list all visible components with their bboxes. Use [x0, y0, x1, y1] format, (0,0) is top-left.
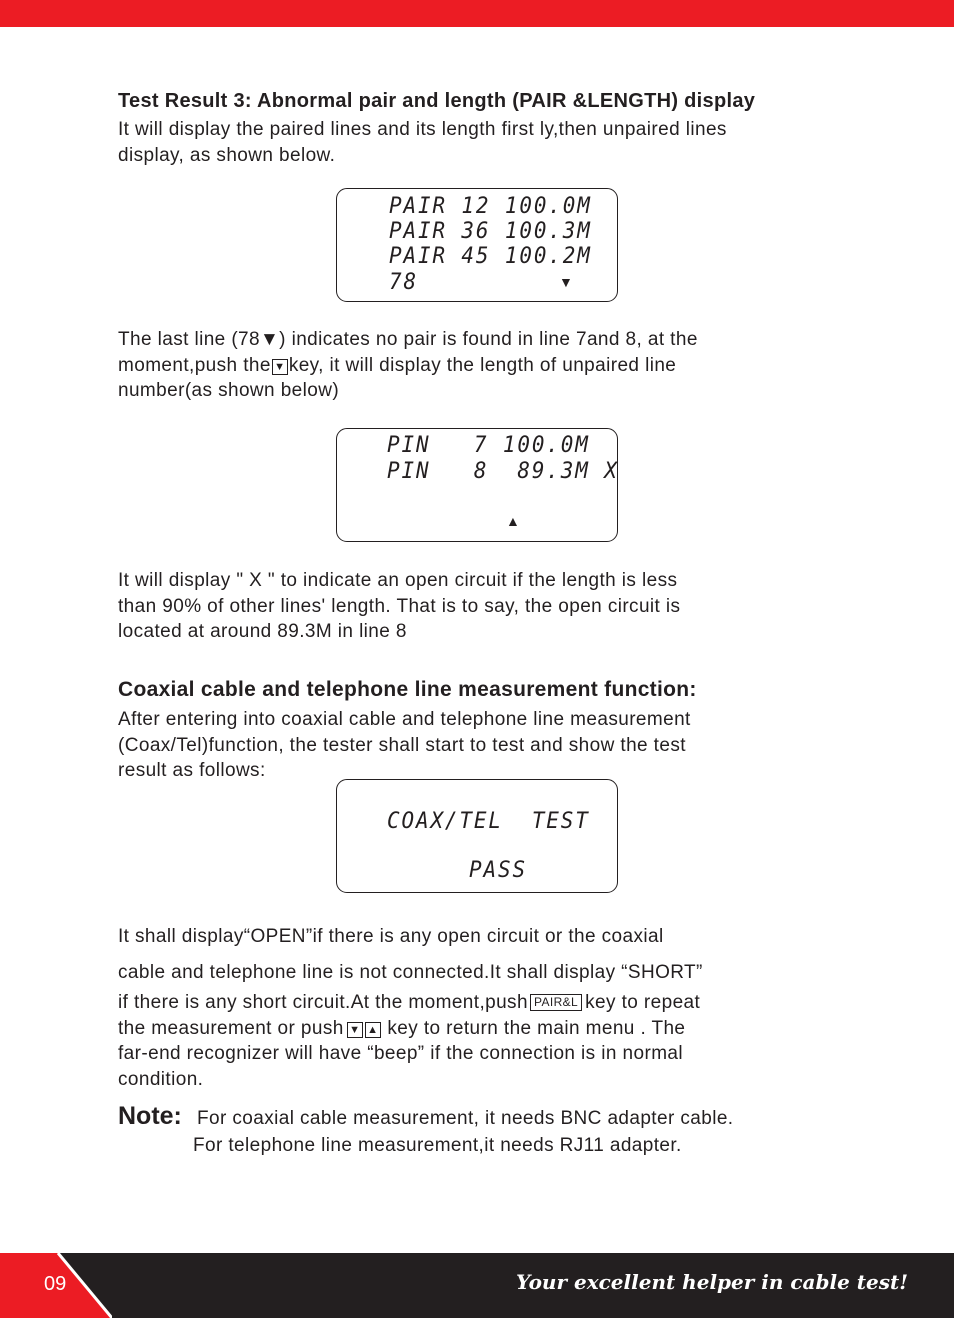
para-text: key to return the main menu . The	[387, 1017, 686, 1039]
footer-tagline: Your excellent helper in cable test!	[516, 1270, 908, 1294]
paragraph-short-circuit	[118, 990, 700, 1092]
para-line	[118, 353, 698, 379]
para-line: than 90% of other lines' length. That is to say, the open circuit is	[118, 595, 681, 617]
up-arrow-icon: ▲	[506, 513, 520, 529]
para-line: far-end recognizer will have “beep” if the connection is in normal	[118, 1043, 684, 1064]
lcd-line: PIN 7 100.0M	[387, 433, 590, 458]
lcd-line: PAIR 45 100.2M	[389, 244, 592, 269]
lcd-display-coax	[336, 779, 618, 893]
lcd-line: PAIR 12 100.0M	[389, 194, 592, 219]
intro-line: (Coax/Tel)function, the tester shall start to test and show the test	[118, 734, 686, 756]
para-line	[118, 1016, 700, 1042]
intro-line: display, as shown below.	[118, 144, 336, 166]
lcd-display-pin	[336, 428, 618, 542]
lcd-line: 78	[389, 270, 418, 295]
lcd-line: COAX/TEL TEST	[387, 809, 590, 834]
para-line: It will display " X " to indicate an open circuit if the length is less	[118, 570, 678, 591]
lcd-display-pair	[336, 188, 618, 302]
intro-line: result as follows:	[118, 760, 266, 781]
paragraph-unpaired	[118, 327, 698, 404]
down-arrow-icon: ▼	[559, 274, 573, 290]
section-heading-pair-length: Test Result 3: Abnormal pair and length (PAIR &LENGTH) display	[118, 90, 756, 112]
para-text: key to repeat	[585, 992, 701, 1013]
page-number: 09	[44, 1273, 67, 1295]
para-line: condition.	[118, 1068, 204, 1090]
para-line: number(as shown below)	[118, 380, 340, 401]
up-key-icon: ▲	[365, 1022, 381, 1038]
lcd-line: PAIR 36 100.3M	[389, 219, 592, 244]
para-text: the measurement or push	[118, 1017, 344, 1039]
down-key-icon: ▼	[347, 1022, 363, 1038]
para-line: cable and telephone line is not connected.It shall display “SHORT”	[118, 962, 703, 983]
intro-line: After entering into coaxial cable and telephone line measurement	[118, 709, 691, 730]
pair-length-key-icon: PAIR&L	[530, 994, 582, 1011]
para-text: key, it will display the length of unpaired line	[288, 354, 677, 376]
note-label: Note:	[118, 1102, 182, 1130]
intro-line: It will display the paired lines and its length first ly,then unpaired lines	[118, 119, 727, 140]
note-line: For telephone line measurement,it needs RJ11 adapter.	[193, 1135, 682, 1156]
section1-intro	[118, 117, 727, 168]
para-text: if there is any short circuit.At the moment,push	[118, 992, 528, 1013]
paragraph-open-circuit	[118, 568, 680, 645]
note-line: For coaxial cable measurement, it needs BNC adapter cable.	[197, 1108, 734, 1129]
para-line	[118, 990, 700, 1016]
down-key-icon: ▼	[272, 359, 288, 375]
lcd-line: PASS	[469, 858, 527, 883]
section-heading-coax-tel: Coaxial cable and telephone line measurement function:	[118, 678, 697, 701]
top-accent-bar	[0, 0, 954, 27]
para-line: located at around 89.3M in line 8	[118, 621, 407, 642]
para-line: The last line (78▼) indicates no pair is found in line 7and 8, at the	[118, 329, 698, 350]
lcd-line: PIN 8 89.3M X	[387, 459, 619, 484]
para-line: It shall display“OPEN”if there is any open circuit or the coaxial	[118, 926, 664, 947]
section2-intro	[118, 707, 691, 784]
para-text: moment,push the	[118, 354, 271, 376]
